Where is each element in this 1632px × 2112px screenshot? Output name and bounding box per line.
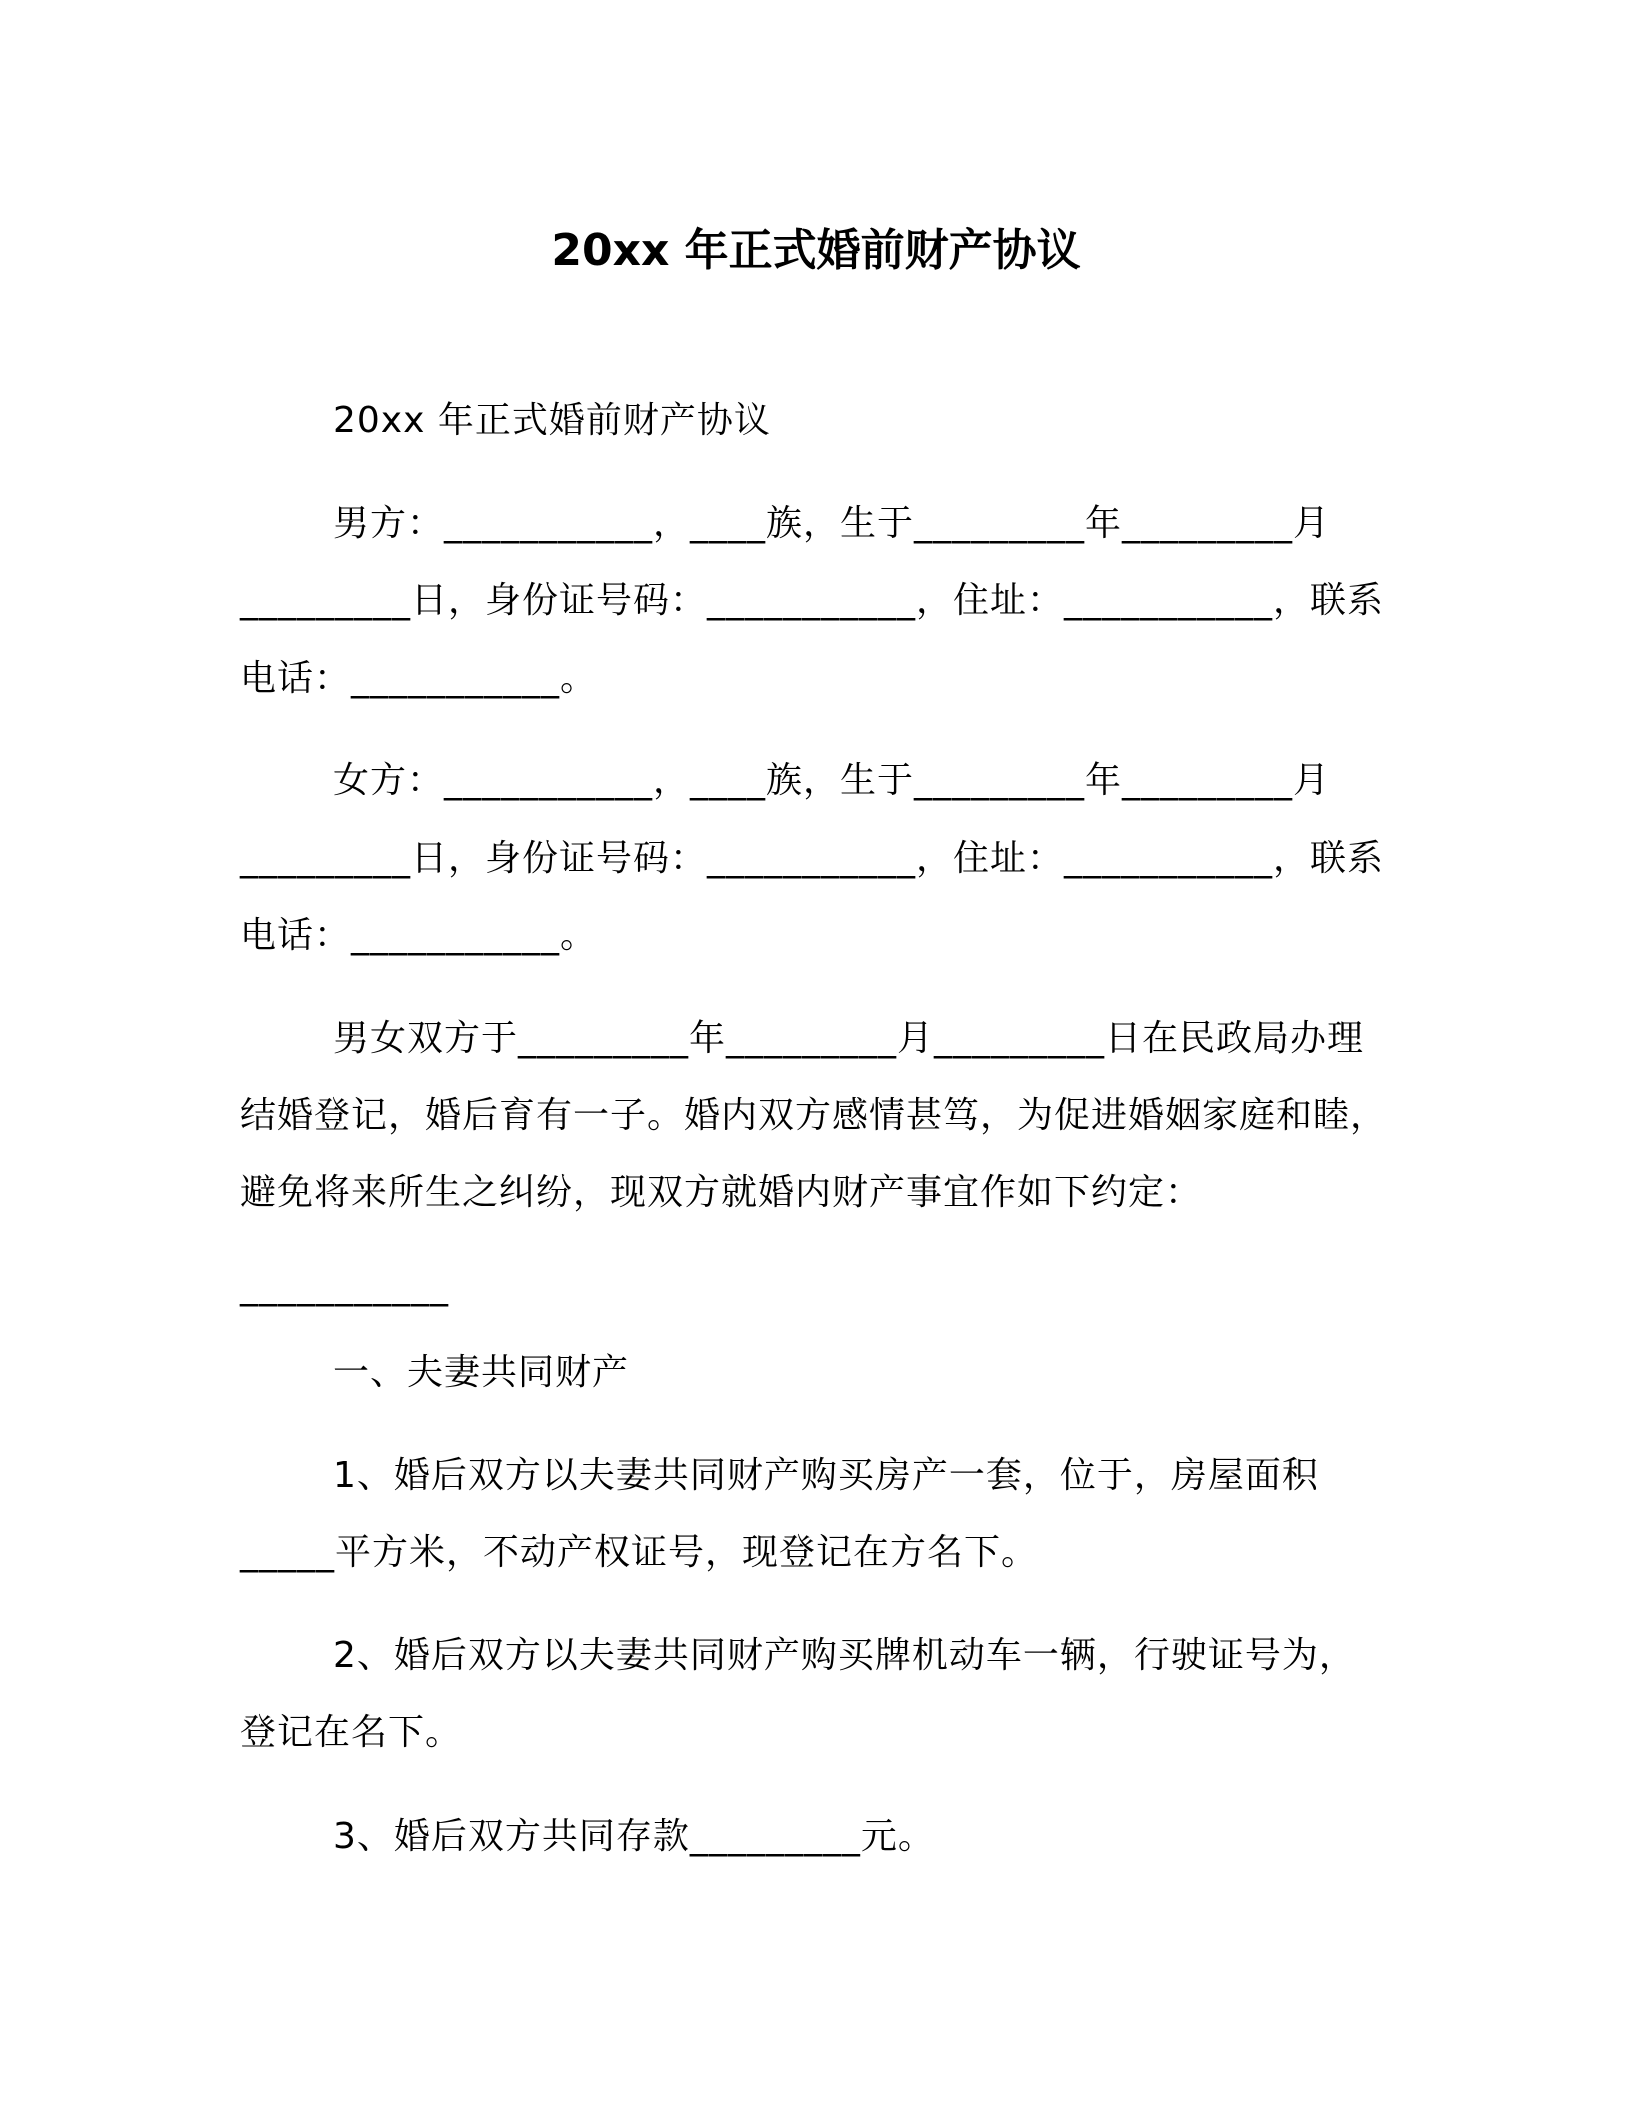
clause-2-line-1: 2、婚后双方以夫妻共同财产购买牌机动车一辆，行驶证号为， <box>333 1635 1356 1676</box>
female-party-line-1: 女方：___________，____族，生于_________年_________月 <box>333 760 1331 801</box>
section-heading-1: 一、夫妻共同财产 <box>333 1352 630 1393</box>
preamble-line-3: 避免将来所生之纠纷，现双方就婚内财产事宜作如下约定： <box>240 1172 1203 1213</box>
preamble-line-2: 结婚登记，婚后育有一子。婚内双方感情甚笃，为促进婚姻家庭和睦， <box>240 1095 1388 1136</box>
blank-line: ___________ <box>240 1266 449 1307</box>
male-party-line-2: _________日，身份证号码：___________，住址：___________，联系 <box>240 580 1385 621</box>
preamble-line-1: 男女双方于_________年_________月_________日在民政局办理 <box>333 1018 1365 1059</box>
male-party-line-1: 男方：___________，____族，生于_________年_________月 <box>333 503 1331 544</box>
male-party-line-3: 电话：___________。 <box>240 658 598 699</box>
clause-1-line-2: _____平方米，不动产权证号，现登记在方名下。 <box>240 1532 1039 1573</box>
clause-2-line-2: 登记在名下。 <box>240 1712 463 1753</box>
female-party-line-2: _________日，身份证号码：___________，住址：___________，联系 <box>240 838 1385 879</box>
document-title: 20xx 年正式婚前财产协议 <box>551 225 1081 276</box>
female-party-line-3: 电话：___________。 <box>240 915 598 956</box>
clause-1-line-1: 1、婚后双方以夫妻共同财产购买房产一套，位于，房屋面积 <box>333 1455 1319 1496</box>
subtitle: 20xx 年正式婚前财产协议 <box>333 400 771 441</box>
clause-3-line-1: 3、婚后双方共同存款_________元。 <box>333 1816 935 1857</box>
